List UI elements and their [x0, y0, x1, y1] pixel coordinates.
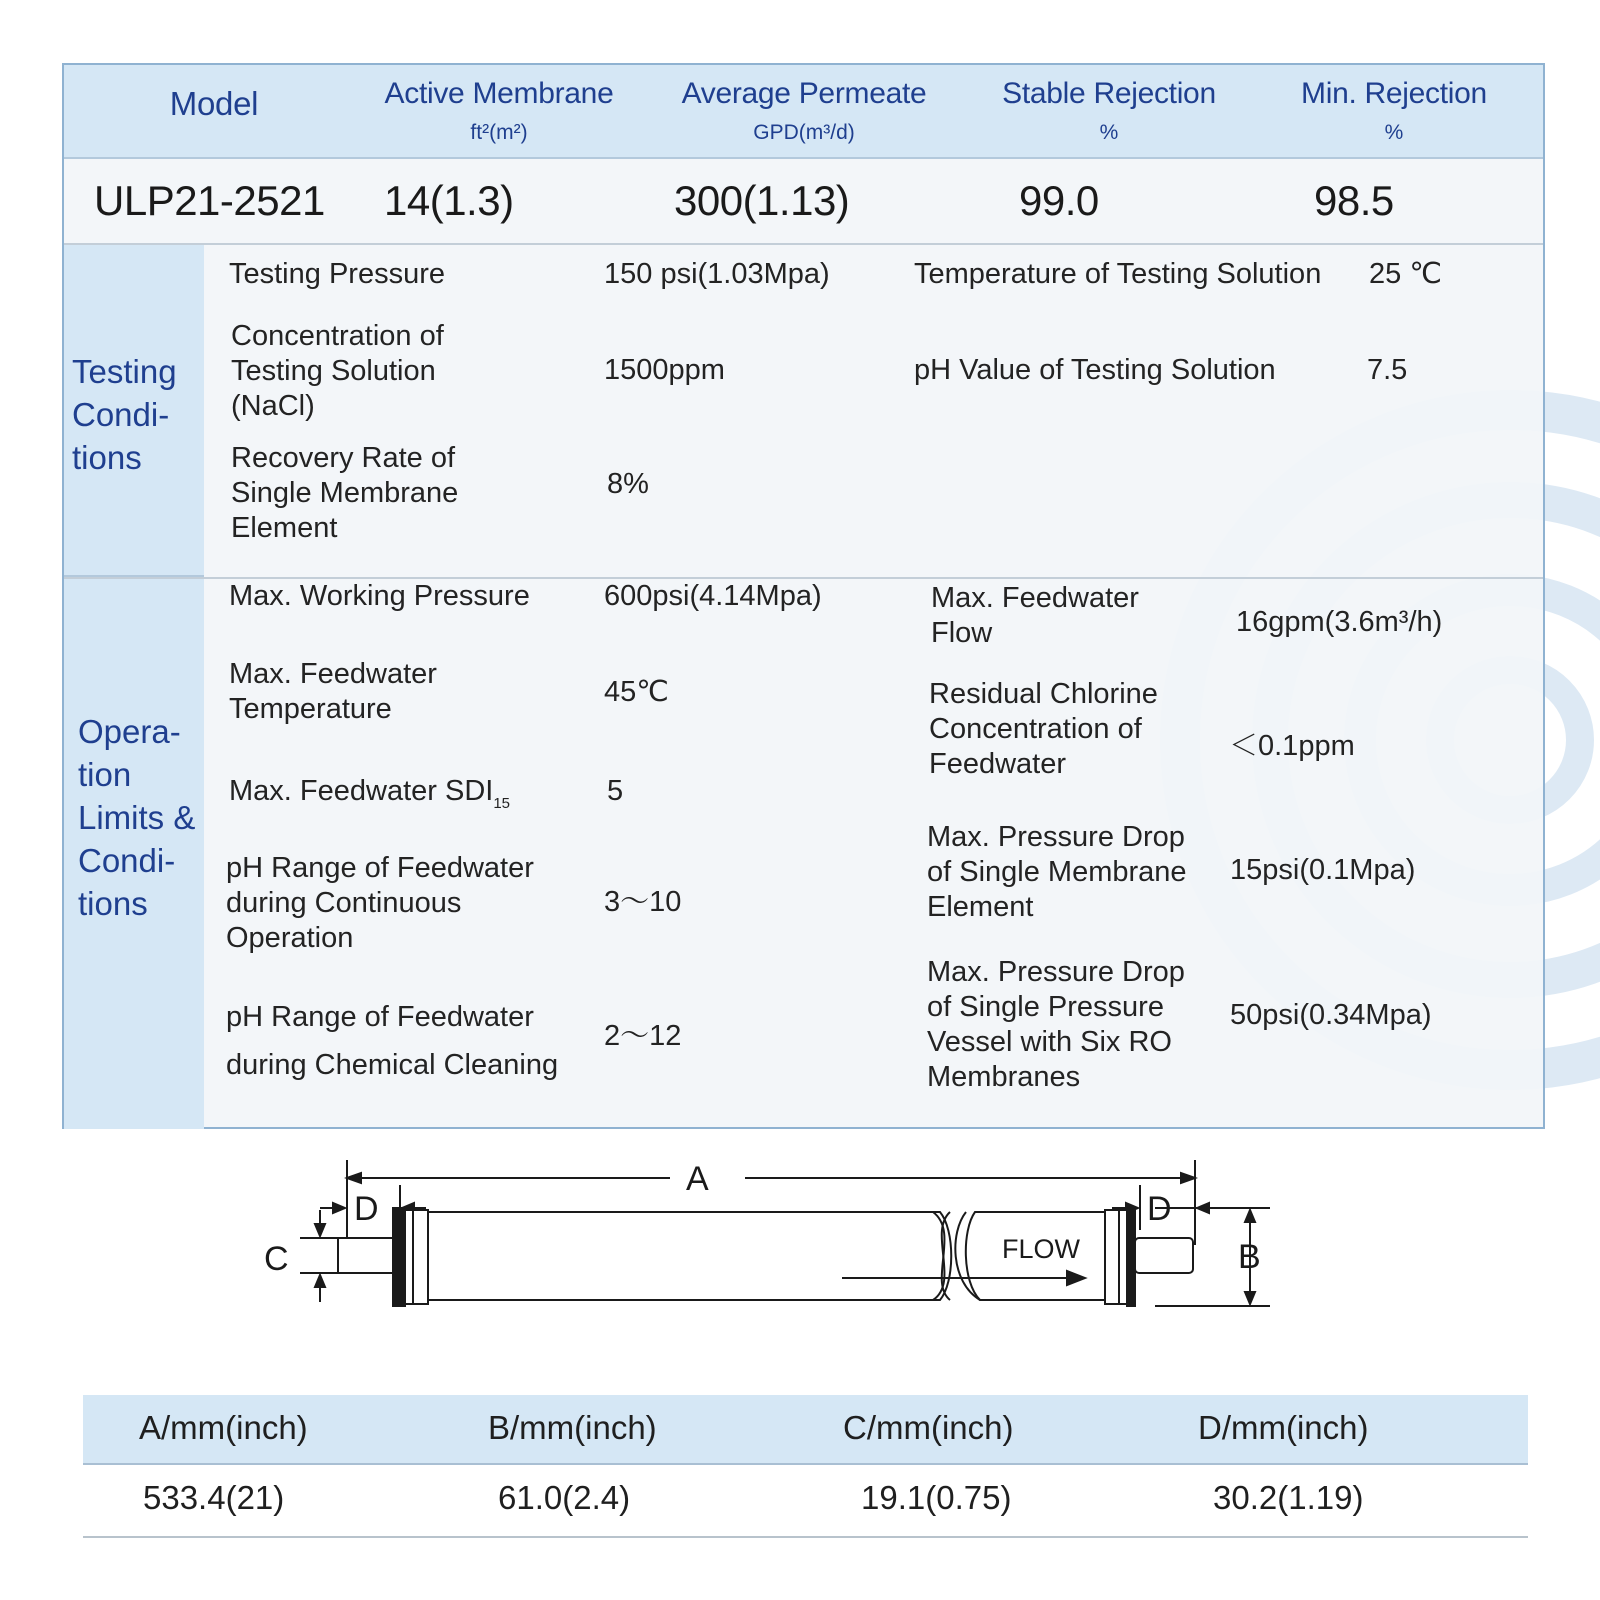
- dimension-value-row: [83, 1467, 1528, 1538]
- header-stable-rejection-title: Stable Rejection: [1002, 77, 1216, 110]
- dimension-header-c: C/mm(inch): [843, 1409, 1014, 1446]
- header-stable-rejection: [944, 65, 1274, 159]
- pressure-drop-element-value: 15psi(0.1Mpa): [1230, 854, 1416, 886]
- pressure-drop-vessel-value: 50psi(0.34Mpa): [1230, 999, 1432, 1031]
- c-arrow-bottom: [315, 1275, 325, 1287]
- b-arrow-bottom: [1245, 1292, 1255, 1304]
- dimension-header-row: [83, 1395, 1528, 1465]
- label-c: C: [264, 1240, 289, 1278]
- header-model: [64, 65, 364, 159]
- pressure-drop-vessel-label: Max. Pressure Drop of Single Pressure Vessel with Six RO Membranes: [927, 956, 1185, 1093]
- left-end-cap-ring: [405, 1210, 413, 1304]
- max-sdi-value: 5: [607, 775, 624, 807]
- stable-rejection-value: 99.0: [1019, 177, 1099, 224]
- membrane-diagram: [250, 1150, 1350, 1370]
- testing-pressure-value: 150 psi(1.03Mpa): [604, 258, 830, 290]
- right-end-cap-outer: [1127, 1208, 1135, 1306]
- max-sdi-label: [229, 774, 510, 821]
- spec-header-row: [64, 65, 1543, 159]
- testing-temperature-value: 25 ℃: [1369, 258, 1442, 290]
- header-active-membrane: [334, 65, 664, 159]
- testing-temperature-label: Temperature of Testing Solution: [914, 258, 1322, 290]
- testing-section-title: Testing Condi- tions: [72, 353, 177, 476]
- model-value: ULP21-2521: [94, 177, 325, 224]
- header-active-membrane-unit: ft²(m²): [470, 121, 528, 144]
- max-feedwater-flow-value: 16gpm(3.6m³/h): [1236, 606, 1443, 638]
- dimension-value-a: 533.4(21): [143, 1479, 285, 1516]
- dimension-header-a: A/mm(inch): [139, 1409, 308, 1446]
- ph-continuous-value: 3～10: [604, 886, 682, 918]
- average-permeate-value: 300(1.13): [674, 177, 850, 224]
- d-left-arrow-outer: [333, 1203, 345, 1213]
- dimension-header-b: B/mm(inch): [488, 1409, 657, 1446]
- testing-concentration-value: 1500ppm: [604, 354, 725, 386]
- max-feedwater-flow-label: Max. Feedwater Flow: [931, 582, 1139, 649]
- membrane-body-left: [428, 1212, 951, 1300]
- header-average-permeate-title: Average Permeate: [681, 77, 927, 110]
- spec-table: [62, 63, 1545, 1129]
- operation-section-title: Opera- tion Limits & Condi- tions: [78, 713, 196, 922]
- dimension-table: [83, 1395, 1528, 1538]
- header-model-title: Model: [169, 85, 259, 122]
- b-arrow-top: [1245, 1210, 1255, 1222]
- testing-ph-label: pH Value of Testing Solution: [914, 354, 1276, 386]
- max-sdi-label-text: Max. Feedwater SDI: [229, 775, 494, 807]
- testing-recovery-value: 8%: [607, 468, 649, 500]
- header-min-rejection-title: Min. Rejection: [1301, 77, 1487, 110]
- active-membrane-value: 14(1.3): [384, 177, 514, 224]
- label-a: A: [686, 1160, 709, 1198]
- ph-cleaning-label: pH Range of Feedwater during Chemical Cleaning: [226, 1001, 559, 1081]
- dimension-value-b: 61.0(2.4): [498, 1479, 631, 1516]
- right-permeate-tube: [1135, 1238, 1193, 1273]
- max-working-pressure-label: Max. Working Pressure: [229, 580, 530, 612]
- max-feedwater-temp-value: 45℃: [604, 676, 669, 708]
- right-end-cap-inner: [1105, 1210, 1119, 1304]
- flow-label: FLOW: [1002, 1234, 1080, 1264]
- pressure-drop-element-label: Max. Pressure Drop of Single Membrane Element: [927, 821, 1187, 923]
- left-end-cap-inner: [413, 1210, 428, 1304]
- header-average-permeate-unit: GPD(m³/d): [753, 121, 855, 144]
- left-permeate-tube: [338, 1238, 400, 1273]
- dimension-header-d: D/mm(inch): [1198, 1409, 1369, 1446]
- min-rejection-value: 98.5: [1314, 177, 1394, 224]
- testing-concentration-label: Concentration of Testing Solution (NaCl): [231, 320, 444, 422]
- label-d-left: D: [354, 1190, 379, 1228]
- right-end-cap-ring: [1119, 1210, 1127, 1304]
- dimension-value-c: 19.1(0.75): [861, 1479, 1012, 1516]
- label-d-right: D: [1147, 1190, 1172, 1228]
- label-b: B: [1238, 1238, 1261, 1276]
- chlorine-label: Residual Chlorine Concentration of Feedwater: [929, 678, 1158, 780]
- chlorine-value: ＜0.1ppm: [1229, 730, 1355, 762]
- header-average-permeate: [624, 65, 984, 159]
- max-working-pressure-value: 600psi(4.14Mpa): [604, 580, 822, 612]
- testing-ph-value: 7.5: [1367, 354, 1408, 386]
- header-min-rejection-unit: %: [1384, 121, 1404, 144]
- ph-continuous-label: pH Range of Feedwater during Continuous Operation: [226, 852, 534, 954]
- max-sdi-subscript: 15: [493, 795, 511, 812]
- testing-recovery-label: Recovery Rate of Single Membrane Element: [231, 442, 459, 544]
- left-end-cap-outer: [393, 1208, 405, 1306]
- testing-pressure-label: Testing Pressure: [229, 258, 445, 290]
- ph-cleaning-value: 2～12: [604, 1020, 682, 1052]
- a-arrow-left: [347, 1173, 361, 1183]
- max-feedwater-temp-label: Max. Feedwater Temperature: [229, 658, 437, 725]
- dimension-value-d: 30.2(1.19): [1213, 1479, 1364, 1516]
- c-arrow-top: [315, 1224, 325, 1236]
- header-active-membrane-title: Active Membrane: [384, 77, 614, 110]
- header-min-rejection: [1244, 65, 1544, 159]
- a-arrow-right: [1181, 1173, 1195, 1183]
- model-row: [64, 159, 1543, 245]
- header-stable-rejection-unit: %: [1099, 121, 1119, 144]
